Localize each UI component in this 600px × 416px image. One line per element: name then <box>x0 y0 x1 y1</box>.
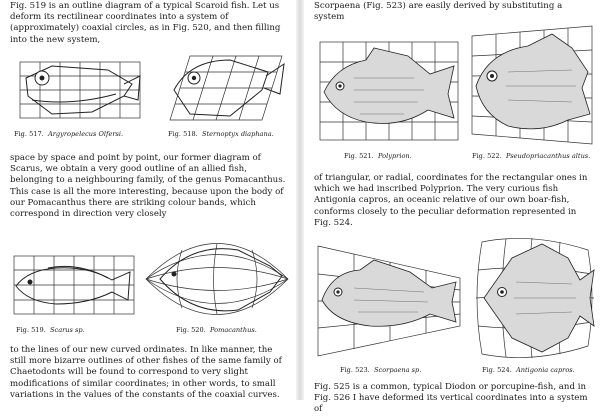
caption-fig-517: Fig. 517. Argyropelecus Olfersi. <box>14 130 124 138</box>
left-page <box>0 0 296 400</box>
figure-523-scorpaena <box>314 242 464 360</box>
figure-521-polyprion <box>314 38 462 144</box>
figure-517-argyropelecus <box>12 56 142 122</box>
caption-fig-521: Fig. 521. Polyprion. <box>344 152 412 160</box>
figure-519-scarus <box>8 252 138 320</box>
right-middle-paragraph: of triangular, or radial, coordinates for the rectangular ones in which we had inscribed Polyprion. The very curious fish Antigonia capros, an oceanic relative of our own boar-fish, conforms closely to the peculiar deformation represented in Fig. 524. <box>314 173 588 228</box>
caption-fig-522: Fig. 522. Pseudopriacanthus altus. <box>472 152 591 160</box>
caption-fig-519: Fig. 519. Scarus sp. <box>16 326 85 334</box>
figure-518-sternoptyx <box>150 50 290 126</box>
figure-524-antigonia <box>472 236 596 360</box>
right-top-paragraph: Scorpaena (Fig. 523) are easily derived by substituting a system <box>314 1 563 23</box>
left-top-paragraph: Fig. 519 is an outline diagram of a typical Scaroid fish. Let us deform its rectilinear coordinates into a system of (approximately) coaxial circles, as in Fig. 520, and then filling into the new system, <box>10 1 281 45</box>
left-middle-paragraph: space by space and point by point, our former diagram of Scarus, we obtain a very good outline of an allied fish, belonging to a neighbouring family, of the genus Pomacanthus. This case is all the more interesting, because upon the body of our Pomacanthus there are striking colour bands, which correspond in direction very closely <box>10 153 286 220</box>
left-bottom-paragraph: to the lines of our new curved ordinates. In like manner, the still more bizarre outlines of other fishes of the same family of Chaetodonts will be found to correspond to very slight modifications of similar coordinates; in other words, to small variations in the values of the constants of the coaxial curves. <box>10 345 282 400</box>
figure-522-pseudopriacanthus <box>468 22 596 146</box>
caption-fig-518: Fig. 518. Sternoptyx diaphana. <box>168 130 274 138</box>
right-bottom-paragraph: Fig. 525 is a common, typical Diodon or porcupine-fish, and in Fig. 526 I have deformed its vertical coordinates into a system of <box>314 382 588 415</box>
figure-520-pomacanthus <box>142 236 292 322</box>
caption-fig-523: Fig. 523. Scorpaena sp. <box>340 366 422 374</box>
caption-fig-520: Fig. 520. Pomacanthus. <box>176 326 257 334</box>
book-gutter <box>296 0 304 400</box>
caption-fig-524: Fig. 524. Antigonia capros. <box>482 366 575 374</box>
right-page <box>304 0 600 415</box>
